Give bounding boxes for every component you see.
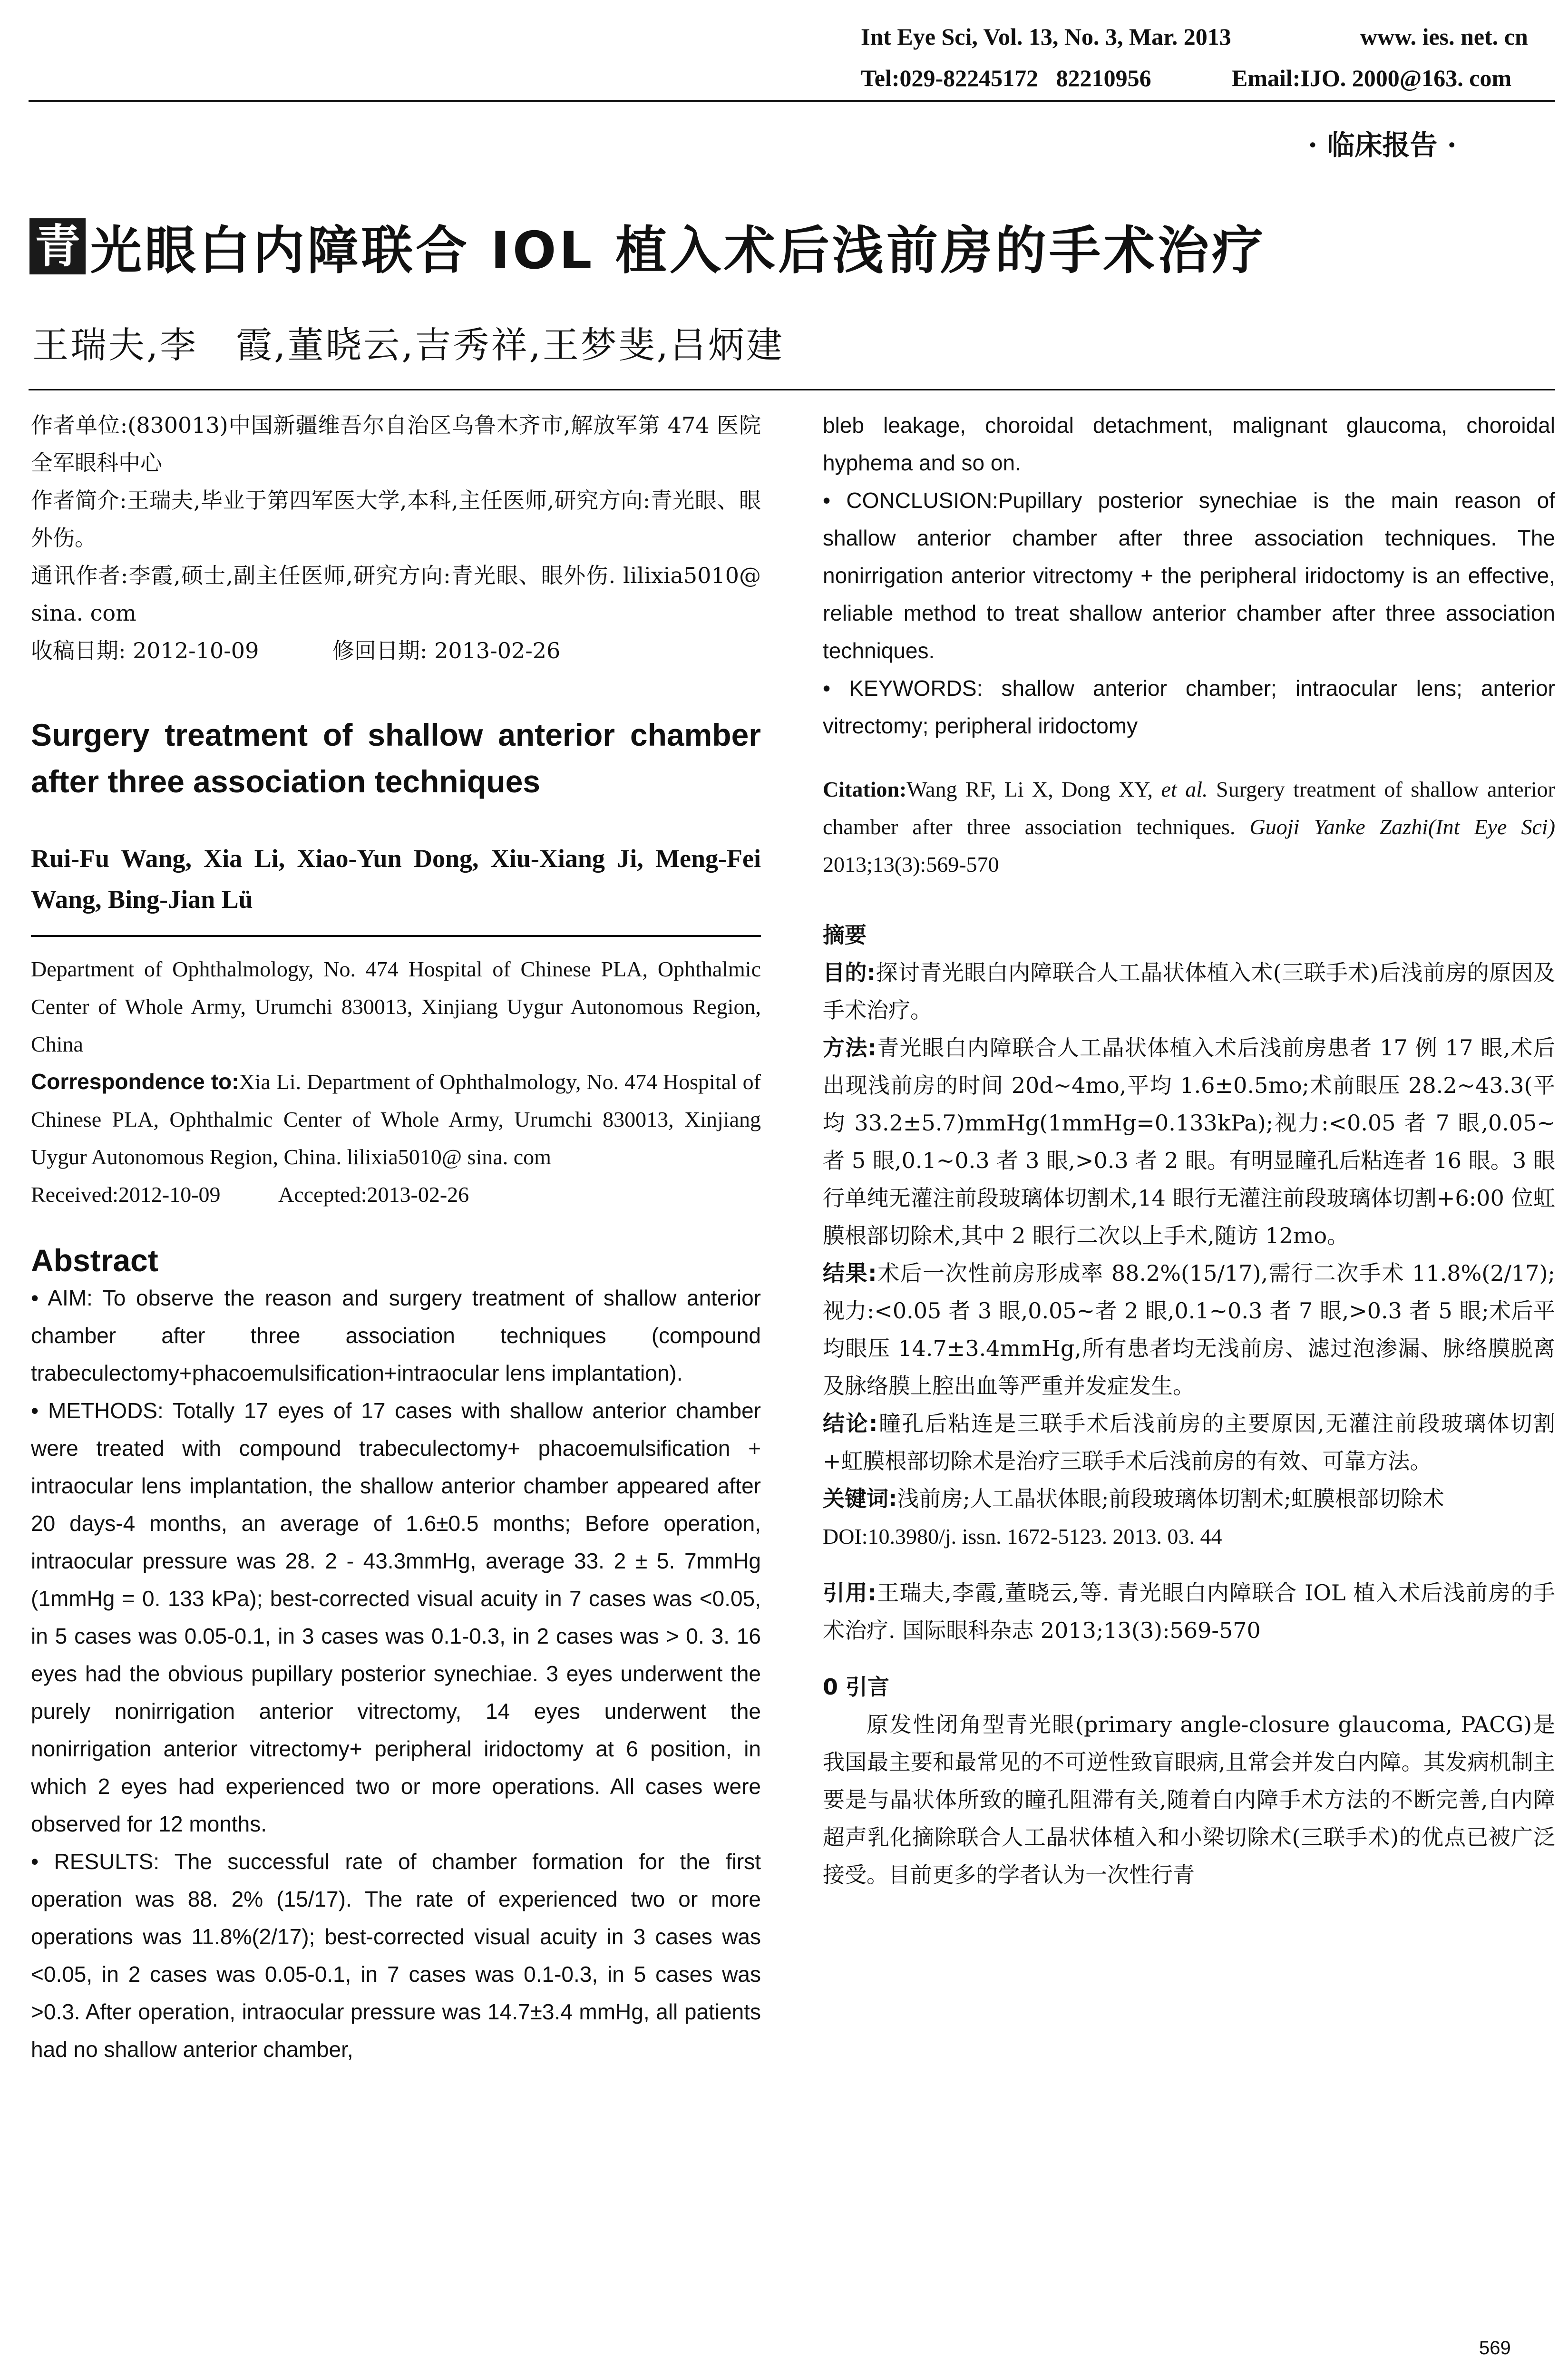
keywords-label: • KEYWORDS: xyxy=(823,676,983,701)
correspondence-label: Correspondence to: xyxy=(31,1069,239,1094)
doi: DOI:10.3980/j. issn. 1672-5123. 2013. 03. 44 xyxy=(823,1524,1222,1549)
jielun-text: 瞳孔后粘连是三联手术后浅前房的主要原因,无灌注前段玻璃体切割+虹膜根部切除术是治疗三联手术后浅前房的有效、可靠方法。 xyxy=(823,1411,1555,1474)
methods-label: • METHODS: xyxy=(31,1398,164,1423)
mudi-text: 探讨青光眼白内障联合人工晶状体植入术(三联手术)后浅前房的原因及手术治疗。 xyxy=(823,960,1555,1023)
title-first-char: 青 xyxy=(29,218,86,274)
fangfa-label: 方法: xyxy=(823,1035,877,1061)
zhaiyao-heading: 摘要 xyxy=(823,922,867,948)
intro-heading: 0 引言 xyxy=(823,1674,890,1700)
author-bio-cn: 作者简介:王瑞夫,毕业于第四军医大学,本科,主任医师,研究方向:青光眼、眼外伤。 xyxy=(31,487,761,551)
results-text: The successful rate of chamber formation for the first operation was 88. 2% (15/17). The rate of experienced two or more operations was 11.8%(2/17); best-corrected visual acuity in 3 cases was <0.05, in 2 cases was 0.05-0.1, in 7 cases was 0.1-0.3, in 5 cases was >0.3. After operation, intraocular pressure was 14.7±3.4 mmHg, all patients had no shallow anterior chamber, xyxy=(31,1849,761,2062)
keywords-text: shallow anterior chamber; intraocular lens; anterior vitrectomy; peripheral iridoctomy xyxy=(823,676,1556,738)
guanjianci-label: 关键词: xyxy=(823,1486,897,1511)
right-column xyxy=(823,407,1555,1894)
conclusion-label: • CONCLUSION: xyxy=(823,488,998,513)
fangfa-text: 青光眼白内障联合人工晶状体植入术后浅前房患者 17 例 17 眼,术后出现浅前房的时间 20d~4mo,平均 1.6±0.5mo;术前眼压 28.2~43.3(平均 33.2±5.7)mmHg(1mmHg=0.133kPa);视力:<0.05 者 7 眼,0.05~者 5 眼,0.1~0.3 者 3 眼,>0.3 者 2 眼。有明显瞳孔后粘连者 16 眼。3 眼行单纯无灌注前段玻璃体切割术,14 眼行无灌注前段玻璃体切割+6:00 位虹膜根部切除术,其中 2 眼行二次以上手术,随访 12mo。 xyxy=(823,1035,1555,1248)
correspondence-text: Xia Li. Department of Ophthalmology, No. 474 Hospital of Chinese PLA, Ophthalmic Center of Whole Army, Urumchi 830013, Xinjiang Uygur Autonomous Region, China. lilixia5010@ sina. com xyxy=(31,1070,761,1169)
citation-label: Citation: xyxy=(823,777,907,801)
citation-etal: et al. xyxy=(1161,777,1208,801)
citation-authors: Wang RF, Li X, Dong XY, xyxy=(906,777,1153,801)
results-continued: bleb leakage, choroidal detachment, malignant glaucoma, choroidal hyphema and so on. xyxy=(823,413,1555,475)
guanjianci-text: 浅前房;人工晶状体眼;前段玻璃体切割术;虹膜根部切除术 xyxy=(897,1486,1444,1511)
jieguo-label: 结果: xyxy=(823,1260,877,1286)
jielun xyxy=(823,1405,1555,1480)
dates-en xyxy=(31,1176,761,1213)
yinyong xyxy=(823,1574,1555,1649)
received-date-en: Received:2012-10-09 xyxy=(31,1182,221,1207)
header-email: Email:IJO. 2000@163. com xyxy=(1232,65,1512,91)
mudi-label: 目的: xyxy=(823,960,876,985)
jieguo-text: 术后一次性前房形成率 88.2%(15/17),需行二次手术 11.8%(2/17);视力:<0.05 者 3 眼,0.05~者 2 眼,0.1~0.3 者 7 眼,>0.3 者 5 眼;术后平均眼压 14.7±3.4mmHg,所有患者均无浅前房、滤过泡渗漏、脉络膜脱离及脉络膜上腔出血等严重并发症发生。 xyxy=(823,1260,1555,1399)
header-rule xyxy=(29,100,1555,102)
authors-en: Rui-Fu Wang, Xia Li, Xiao-Yun Dong, Xiu-Xiang Ji, Meng-Fei Wang, Bing-Jian Lü xyxy=(31,844,761,914)
results-label: • RESULTS: xyxy=(31,1849,160,1874)
aim-text: To observe the reason and surgery treatment of shallow anterior chamber after three association techniques (compound trabeculectomy+phacoemulsification+intraocular lens implantation). xyxy=(31,1286,761,1385)
correspondence-cn: 通讯作者:李霞,硕士,副主任医师,研究方向:青光眼、眼外伤. lilixia5010@ sina. com xyxy=(31,563,761,626)
section-tag: · 临床报告 · xyxy=(1308,129,1457,161)
header-journal: Int Eye Sci, Vol. 13, No. 3, Mar. 2013 xyxy=(861,23,1231,50)
yinyong-label: 引用: xyxy=(823,1580,877,1606)
authors-rule xyxy=(31,935,761,937)
title-rule xyxy=(29,389,1555,390)
citation-volume: 2013;13(3):569-570 xyxy=(823,852,999,877)
mudi xyxy=(823,954,1555,1029)
abstract-methods xyxy=(31,1392,761,1843)
abstract-results xyxy=(31,1843,761,2068)
methods-text: Totally 17 eyes of 17 cases with shallow anterior chamber were treated with compound trabeculectomy+ phacoemulsification + intraocular lens implantation, the shallow anterior chamber appeared after 20 days-4 months, an average of 1.6±0.5 months; Before operation, intraocular pressure was 28. 2 - 43.3mmHg, average 33. 2 ± 5. 7mmHg (1mmHg = 0. 133 kPa); best-corrected visual acuity in 7 cases was <0.05, in 5 cases was 0.05-0.1, in 3 cases was 0.1-0.3, in 2 cases was > 0. 3. 16 eyes had the obvious pupillary posterior synechiae. 3 eyes underwent the purely nonirrigation anterior vitrectomy, 14 eyes underwent the nonirrigation anterior vitrectomy+ peripheral iridoctomy at 6 position, in which 2 eyes had experienced two or more operations. All cases were observed for 12 months. xyxy=(31,1398,761,1836)
abstract-keywords xyxy=(823,670,1555,745)
fangfa xyxy=(823,1029,1555,1255)
affiliation-cn: 作者单位:(830013)中国新疆维吾尔自治区乌鲁木齐市,解放军第 474 医院全军眼科中心 xyxy=(31,412,761,476)
page-title xyxy=(29,209,1266,283)
department-en: Department of Ophthalmology, No. 474 Hospital of Chinese PLA, Ophthalmic Center of Whole Army, Urumchi 830013, Xinjiang Uygur Autonomous Region, China xyxy=(31,957,761,1056)
received-date-cn: 收稿日期: 2012-10-09 xyxy=(31,638,259,663)
abstract-conclusion xyxy=(823,482,1555,670)
abstract-aim xyxy=(31,1279,761,1392)
guanjianci xyxy=(823,1480,1555,1518)
citation-journal: Guoji Yanke Zazhi(Int Eye Sci) xyxy=(1249,815,1556,839)
title-text: 光眼白内障联合 IOL 植入术后浅前房的手术治疗 xyxy=(90,221,1266,281)
abstract-heading: Abstract xyxy=(31,1243,158,1278)
yinyong-text: 王瑞夫,李霞,董晓云,等. 青光眼白内障联合 IOL 植入术后浅前房的手术治疗. 国际眼科杂志 2013;13(3):569-570 xyxy=(823,1580,1555,1643)
title-en: Surgery treatment of shallow anterior chamber after three association techniques xyxy=(31,717,761,799)
page-number: 569 xyxy=(1479,2338,1511,2358)
revised-date-cn: 修回日期: 2013-02-26 xyxy=(332,638,561,663)
correspondence-en xyxy=(31,1063,761,1176)
authors-cn: 王瑞夫,李 霞,董晓云,吉秀祥,王梦斐,吕炳建 xyxy=(32,324,784,366)
conclusion-text: Pupillary posterior synechiae is the main reason of shallow anterior chamber after three association techniques. The nonirrigation anterior vitrectomy + the peripheral iridoctomy is an effective, reliable method to treat shallow anterior chamber after three association techniques. xyxy=(823,488,1555,663)
intro-text: 原发性闭角型青光眼(primary angle-closure glaucoma, PACG)是我国最主要和最常见的不可逆性致盲眼病,且常会并发白内障。其发病机制主要是与晶状体所致的瞳孔阻滞有关,随着白内障手术方法的不断完善,白内障超声乳化摘除联合人工晶状体植入和小梁切除术(三联手术)的优点已被广泛接受。目前更多的学者认为一次性行青 xyxy=(823,1712,1555,1888)
jieguo xyxy=(823,1255,1555,1405)
header-tel: Tel:029-82245172 82210956 xyxy=(861,65,1151,91)
citation xyxy=(823,770,1555,883)
dates-cn xyxy=(31,632,761,670)
jielun-label: 结论: xyxy=(823,1411,878,1436)
aim-label: • AIM: xyxy=(31,1286,93,1310)
accepted-date-en: Accepted:2013-02-26 xyxy=(278,1182,469,1207)
header-website: www. ies. net. cn xyxy=(1360,23,1528,50)
left-column xyxy=(31,407,761,2068)
citation-title: Surgery treatment of shallow anterior chamber after three association techniques. xyxy=(823,777,1556,839)
